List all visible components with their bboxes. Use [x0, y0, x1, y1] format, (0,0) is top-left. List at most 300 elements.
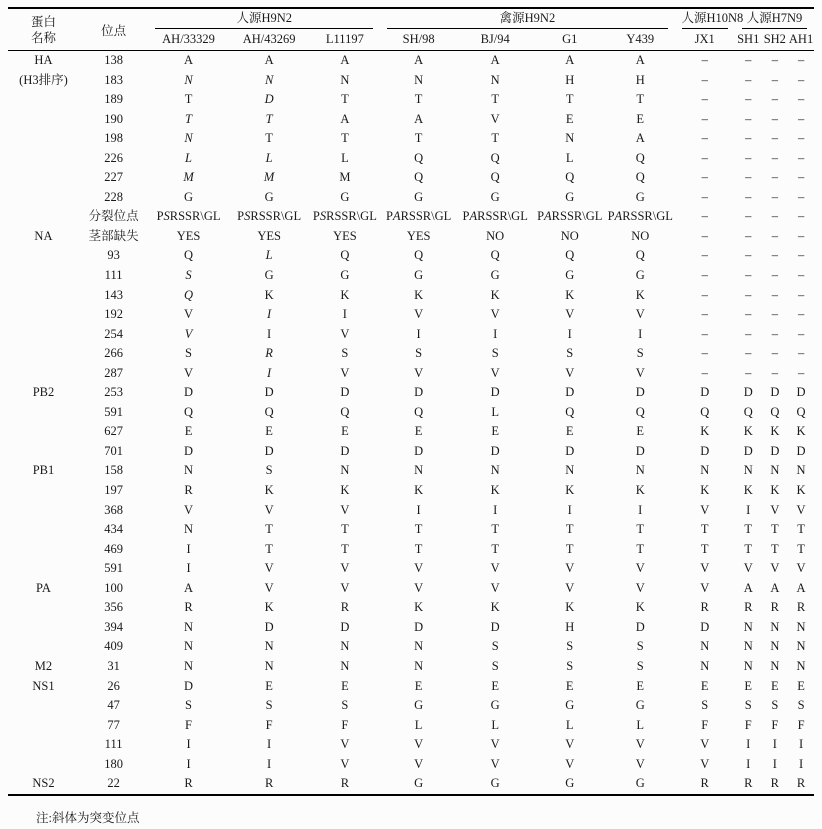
residue-cell: N: [414, 639, 424, 654]
residue-cell: G: [457, 774, 534, 795]
residue-cell: –: [701, 326, 708, 341]
table-row: [8, 305, 814, 325]
residue-cell: V: [565, 561, 575, 576]
site-label: 253: [104, 385, 123, 400]
residue-cell: [148, 149, 229, 169]
site-label: 287: [104, 365, 123, 380]
residue-cell: [229, 246, 310, 266]
residue-cell: A: [490, 53, 500, 67]
residue-cell: N: [490, 72, 500, 87]
residue-cell: –: [771, 228, 778, 243]
residue-cell: Q: [743, 404, 753, 419]
table-row: [8, 286, 814, 306]
residue-cell: [229, 344, 310, 364]
residue-cell: E: [565, 424, 574, 439]
residue-cell: N: [770, 658, 780, 673]
residue-cell: –: [701, 209, 708, 224]
residue-cell: R: [700, 600, 709, 615]
residue-cell: K: [796, 483, 806, 498]
residue-cell: V: [635, 307, 645, 322]
protein-label: [8, 755, 79, 775]
table-row: [8, 364, 814, 384]
residue-cell: PSRSSR\GL: [312, 209, 377, 224]
residue-cell: R: [229, 774, 310, 795]
residue-cell: A: [340, 111, 350, 126]
residue-cell: N: [414, 72, 424, 87]
residue-cell: I: [746, 502, 751, 517]
strain-header: BJ/94: [457, 29, 534, 51]
residue-cell: S: [185, 698, 192, 713]
residue-cell: H: [635, 72, 645, 87]
residue-cell: –: [745, 346, 752, 361]
residue-cell: –: [771, 111, 778, 126]
residue-cell: Q: [565, 170, 575, 185]
residue-cell: T: [744, 522, 753, 537]
residue-cell: T: [491, 522, 499, 537]
residue-cell: I: [638, 326, 643, 341]
residue-cell: V: [184, 307, 194, 322]
residue-cell: Q: [490, 170, 500, 185]
residue-cell: F: [265, 717, 273, 732]
residue-cell: [148, 129, 229, 149]
site-label: 409: [104, 639, 123, 654]
residue-cell: –: [797, 111, 805, 126]
protein-label: [8, 207, 79, 227]
residue-cell: [148, 168, 229, 188]
residue-cell: [229, 149, 310, 169]
residue-cell: G: [635, 189, 645, 204]
group-header-2: [675, 8, 744, 29]
residue-cell: E: [265, 678, 273, 693]
site-label: 701: [104, 443, 123, 458]
residue-cell: T: [636, 92, 645, 107]
mutation-residue: S: [244, 209, 251, 224]
mutation-residue: V: [184, 326, 193, 341]
residue-cell: PARSSR\GL: [607, 209, 673, 224]
residue-cell: V: [264, 561, 274, 576]
residue-cell: T: [797, 541, 805, 556]
residue-cell: Q: [414, 248, 424, 263]
residue-cell: –: [745, 209, 752, 224]
residue-cell: –: [745, 307, 752, 322]
residue-cell: N: [796, 619, 806, 634]
protein-label: [8, 618, 79, 638]
residue-cell: –: [771, 131, 778, 146]
residue-cell: –: [701, 228, 708, 243]
residue-cell: T: [341, 541, 349, 556]
strain-header: Y439: [606, 29, 675, 51]
site-label: 分裂位点: [88, 209, 139, 224]
residue-cell: D: [796, 443, 806, 458]
protein-label: [8, 364, 79, 384]
table-row: [8, 657, 814, 677]
group-header-0: [148, 8, 380, 29]
residue-cell: V: [565, 756, 575, 771]
site-label: 22: [79, 774, 148, 795]
residue-cell: I: [772, 737, 777, 752]
residue-cell: S: [265, 698, 273, 713]
residue-cell: –: [701, 170, 708, 185]
residue-cell: T: [565, 92, 574, 107]
residue-cell: D: [340, 619, 350, 634]
residue-cell: E: [341, 678, 349, 693]
residue-cell: T: [341, 522, 349, 537]
residue-cell: G: [490, 698, 500, 713]
table-row: [8, 227, 814, 247]
residue-cell: T: [414, 541, 423, 556]
residue-cell: K: [264, 600, 274, 615]
mutation-residue: N: [184, 131, 193, 146]
residue-cell: D: [340, 385, 350, 400]
residue-cell: A: [565, 53, 575, 67]
residue-cell: I: [342, 307, 347, 322]
residue-cell: L: [565, 150, 574, 165]
table-row: [8, 716, 814, 736]
residue-cell: K: [264, 287, 274, 302]
residue-cell: D: [490, 443, 500, 458]
site-label: 111: [104, 268, 123, 283]
table-row: [8, 422, 814, 442]
residue-cell: –: [745, 248, 752, 263]
residue-cell: S: [491, 639, 499, 654]
residue-cell: K: [770, 483, 780, 498]
residue-cell: V: [490, 365, 500, 380]
residue-cell: T: [265, 541, 273, 556]
residue-cell: Q: [635, 150, 645, 165]
residue-cell: A: [414, 111, 424, 126]
residue-cell: E: [265, 424, 273, 439]
residue-cell: D: [770, 385, 780, 400]
protein-label: NS2: [8, 774, 79, 795]
footnote: 注:斜体为突变位点: [36, 811, 140, 825]
site-label: 469: [104, 541, 123, 556]
residue-cell: D: [264, 619, 274, 634]
protein-label: PB2: [32, 385, 55, 400]
table-row: [8, 403, 814, 423]
table-row: [8, 207, 814, 227]
residue-cell: D: [340, 443, 350, 458]
residue-cell: V: [565, 737, 575, 752]
mutation-residue: L: [265, 248, 273, 263]
protein-label: [8, 540, 79, 560]
residue-cell: R: [184, 600, 193, 615]
protein-label: (H3排序): [19, 72, 68, 87]
protein-name-header: [8, 8, 79, 51]
residue-cell: K: [700, 483, 710, 498]
site-label: 100: [104, 580, 123, 595]
residue-cell: Q: [796, 404, 806, 419]
residue-cell: D: [700, 385, 710, 400]
residue-cell: –: [745, 268, 752, 283]
residue-cell: D: [565, 385, 575, 400]
residue-cell: G: [380, 774, 457, 795]
residue-cell: A: [340, 53, 350, 67]
protein-label: [8, 735, 79, 755]
residue-cell: T: [797, 522, 805, 537]
residue-cell: E: [565, 111, 574, 126]
residue-cell: R: [309, 774, 380, 795]
residue-cell: E: [636, 111, 645, 126]
residue-cell: –: [771, 150, 778, 165]
group-header-label: 人源H7N9: [742, 10, 807, 29]
residue-cell: L: [491, 717, 499, 732]
residue-cell: T: [491, 92, 499, 107]
residue-cell: K: [565, 600, 575, 615]
residue-cell: Q: [770, 404, 780, 419]
residue-cell: N: [184, 619, 194, 634]
residue-cell: G: [184, 189, 194, 204]
residue-cell: G: [635, 698, 645, 713]
residue-cell: R: [744, 600, 753, 615]
residue-cell: –: [701, 287, 708, 302]
residue-cell: N: [565, 131, 575, 146]
residue-cell: N: [264, 639, 274, 654]
residue-cell: –: [771, 170, 778, 185]
residue-cell: V: [340, 756, 350, 771]
residue-cell: S: [566, 639, 574, 654]
group-header-3: [735, 8, 814, 29]
residue-cell: Q: [490, 150, 500, 165]
residue-cell: V: [490, 111, 500, 126]
residue-cell: N: [743, 639, 753, 654]
residue-cell: S: [771, 698, 779, 713]
mutation-residue: A: [614, 209, 623, 224]
residue-cell: F: [701, 717, 709, 732]
strain-header: JX1: [675, 29, 735, 51]
residue-cell: G: [340, 189, 350, 204]
table-row: [8, 501, 814, 521]
residue-cell: G: [264, 268, 274, 283]
residue-cell: –: [771, 189, 778, 204]
strain-header: AH/43269: [229, 29, 310, 51]
residue-cell: A: [184, 580, 194, 595]
residue-cell: –: [797, 287, 805, 302]
residue-cell: –: [797, 346, 805, 361]
residue-cell: Q: [635, 170, 645, 185]
residue-cell: D: [414, 619, 424, 634]
residue-cell: –: [745, 365, 752, 380]
residue-cell: –: [745, 111, 752, 126]
table-row: [8, 637, 814, 657]
residue-cell: I: [267, 737, 272, 752]
residue-cell: N: [796, 463, 806, 478]
table-row: [8, 520, 814, 540]
residue-cell: G: [490, 189, 500, 204]
residue-cell: N: [414, 463, 424, 478]
residue-cell: Q: [184, 248, 194, 263]
residue-cell: Q: [635, 248, 645, 263]
residue-cell: F: [797, 717, 805, 732]
table-row: [8, 481, 814, 501]
residue-cell: D: [264, 385, 274, 400]
protein-header-line2: 名称: [30, 30, 56, 45]
site-label: 368: [104, 502, 123, 517]
residue-cell: YES: [176, 228, 201, 243]
residue-cell: V: [340, 580, 350, 595]
residue-cell: A: [184, 53, 194, 67]
residue-cell: S: [491, 658, 499, 673]
residue-cell: N: [264, 658, 274, 673]
residue-cell: S: [566, 346, 574, 361]
residue-cell: R: [340, 600, 350, 615]
residue-cell: Q: [635, 404, 645, 419]
residue-cell: [229, 168, 310, 188]
table-header: [8, 8, 814, 51]
residue-cell: G: [340, 268, 350, 283]
residue-cell: N: [770, 619, 780, 634]
residue-cell: T: [771, 522, 779, 537]
table-row: [8, 325, 814, 345]
residue-cell: –: [797, 150, 805, 165]
residue-cell: D: [796, 385, 806, 400]
strain-header: SH1: [735, 29, 762, 51]
residue-cell: R: [675, 774, 735, 795]
residue-cell: –: [797, 131, 805, 146]
residue-cell: V: [340, 737, 350, 752]
residue-cell: K: [340, 287, 350, 302]
site-label: 591: [104, 404, 123, 419]
residue-cell: –: [701, 248, 708, 263]
residue-cell: –: [701, 268, 708, 283]
residue-cell: I: [772, 756, 777, 771]
mutation-residue: T: [185, 111, 192, 126]
residue-cell: S: [415, 346, 423, 361]
residue-cell: S: [265, 463, 273, 478]
residue-cell: T: [414, 131, 423, 146]
residue-cell: V: [700, 756, 710, 771]
table-row: [8, 442, 814, 462]
residue-cell: –: [701, 365, 708, 380]
residue-cell: –: [797, 365, 805, 380]
residue-cell: N: [700, 658, 710, 673]
residue-cell: –: [701, 131, 708, 146]
protein-label: [8, 696, 79, 716]
residue-cell: R: [735, 774, 762, 795]
residue-cell: R: [788, 774, 814, 795]
site-label: 47: [107, 698, 120, 713]
residue-cell: I: [798, 756, 804, 771]
residue-cell: N: [184, 639, 194, 654]
residue-cell: K: [565, 287, 575, 302]
residue-cell: –: [745, 189, 752, 204]
residue-cell: V: [700, 580, 710, 595]
residue-cell: V: [490, 307, 500, 322]
residue-cell: V: [490, 756, 500, 771]
residue-cell: V: [340, 365, 350, 380]
residue-cell: V: [635, 756, 645, 771]
residue-cell: S: [341, 346, 349, 361]
residue-cell: Q: [700, 404, 710, 419]
residue-cell: –: [745, 92, 752, 107]
mutation-residue: R: [265, 346, 273, 361]
residue-cell: K: [796, 424, 806, 439]
residue-cell: N: [635, 463, 645, 478]
residue-cell: –: [771, 346, 778, 361]
residue-cell: I: [186, 756, 191, 771]
residue-cell: –: [745, 53, 752, 67]
residue-cell: NO: [560, 228, 579, 243]
table-row: [8, 149, 814, 169]
protein-label: [8, 149, 79, 169]
residue-cell: V: [340, 502, 350, 517]
table-row: [8, 461, 814, 481]
residue-cell: K: [414, 600, 424, 615]
residue-cell: A: [796, 580, 806, 595]
paper-table-page: [0, 7, 822, 829]
residue-cell: T: [744, 541, 753, 556]
residue-cell: –: [797, 92, 805, 107]
table-row: [8, 579, 814, 599]
protein-label: [8, 501, 79, 521]
group-header-label: 人源H10N8: [682, 10, 728, 29]
residue-cell: [148, 286, 229, 306]
residue-cell: I: [186, 541, 191, 556]
residue-cell: V: [565, 365, 575, 380]
residue-cell: A: [743, 580, 753, 595]
residue-cell: H: [565, 72, 575, 87]
protein-label: [8, 442, 79, 462]
residue-cell: –: [701, 150, 708, 165]
residue-cell: E: [636, 424, 645, 439]
residue-cell: H: [565, 619, 575, 634]
residue-cell: Q: [565, 248, 575, 263]
protein-label: [8, 716, 79, 736]
site-label: 180: [104, 756, 123, 771]
residue-cell: T: [265, 131, 273, 146]
protein-label: [8, 266, 79, 286]
mutation-residue: A: [544, 209, 552, 224]
residue-cell: D: [743, 385, 753, 400]
residue-cell: V: [565, 307, 575, 322]
residue-cell: K: [770, 424, 780, 439]
residue-cell: G: [635, 268, 645, 283]
protein-label: M2: [34, 658, 53, 673]
protein-label: NS1: [32, 678, 55, 693]
residue-cell: V: [184, 502, 194, 517]
residue-cell: I: [798, 737, 804, 752]
residue-cell: T: [700, 541, 709, 556]
residue-cell: YES: [257, 228, 281, 243]
residue-cell: K: [490, 483, 500, 498]
residue-cell: V: [635, 580, 645, 595]
residue-cell: K: [635, 600, 645, 615]
mutation-residue: D: [264, 92, 274, 107]
protein-label: NA: [34, 228, 53, 243]
residue-cell: D: [184, 678, 194, 693]
residue-cell: T: [265, 522, 273, 537]
residue-cell: D: [743, 443, 753, 458]
residue-cell: S: [341, 698, 349, 713]
protein-label: [8, 598, 79, 618]
site-label: 183: [104, 72, 123, 87]
residue-cell: –: [701, 307, 708, 322]
residue-cell: D: [414, 443, 424, 458]
residue-cell: NO: [631, 228, 650, 243]
residue-cell: N: [184, 658, 194, 673]
site-label: 93: [107, 248, 120, 263]
residue-cell: N: [700, 463, 710, 478]
residue-cell: –: [771, 326, 778, 341]
residue-cell: G: [414, 189, 424, 204]
residue-cell: E: [491, 678, 499, 693]
residue-cell: A: [635, 131, 645, 146]
residue-cell: L: [491, 404, 499, 419]
residue-cell: K: [414, 483, 424, 498]
mutation-residue: A: [392, 209, 401, 224]
residue-cell: V: [635, 561, 645, 576]
residue-cell: T: [184, 92, 193, 107]
site-label: 226: [104, 150, 123, 165]
